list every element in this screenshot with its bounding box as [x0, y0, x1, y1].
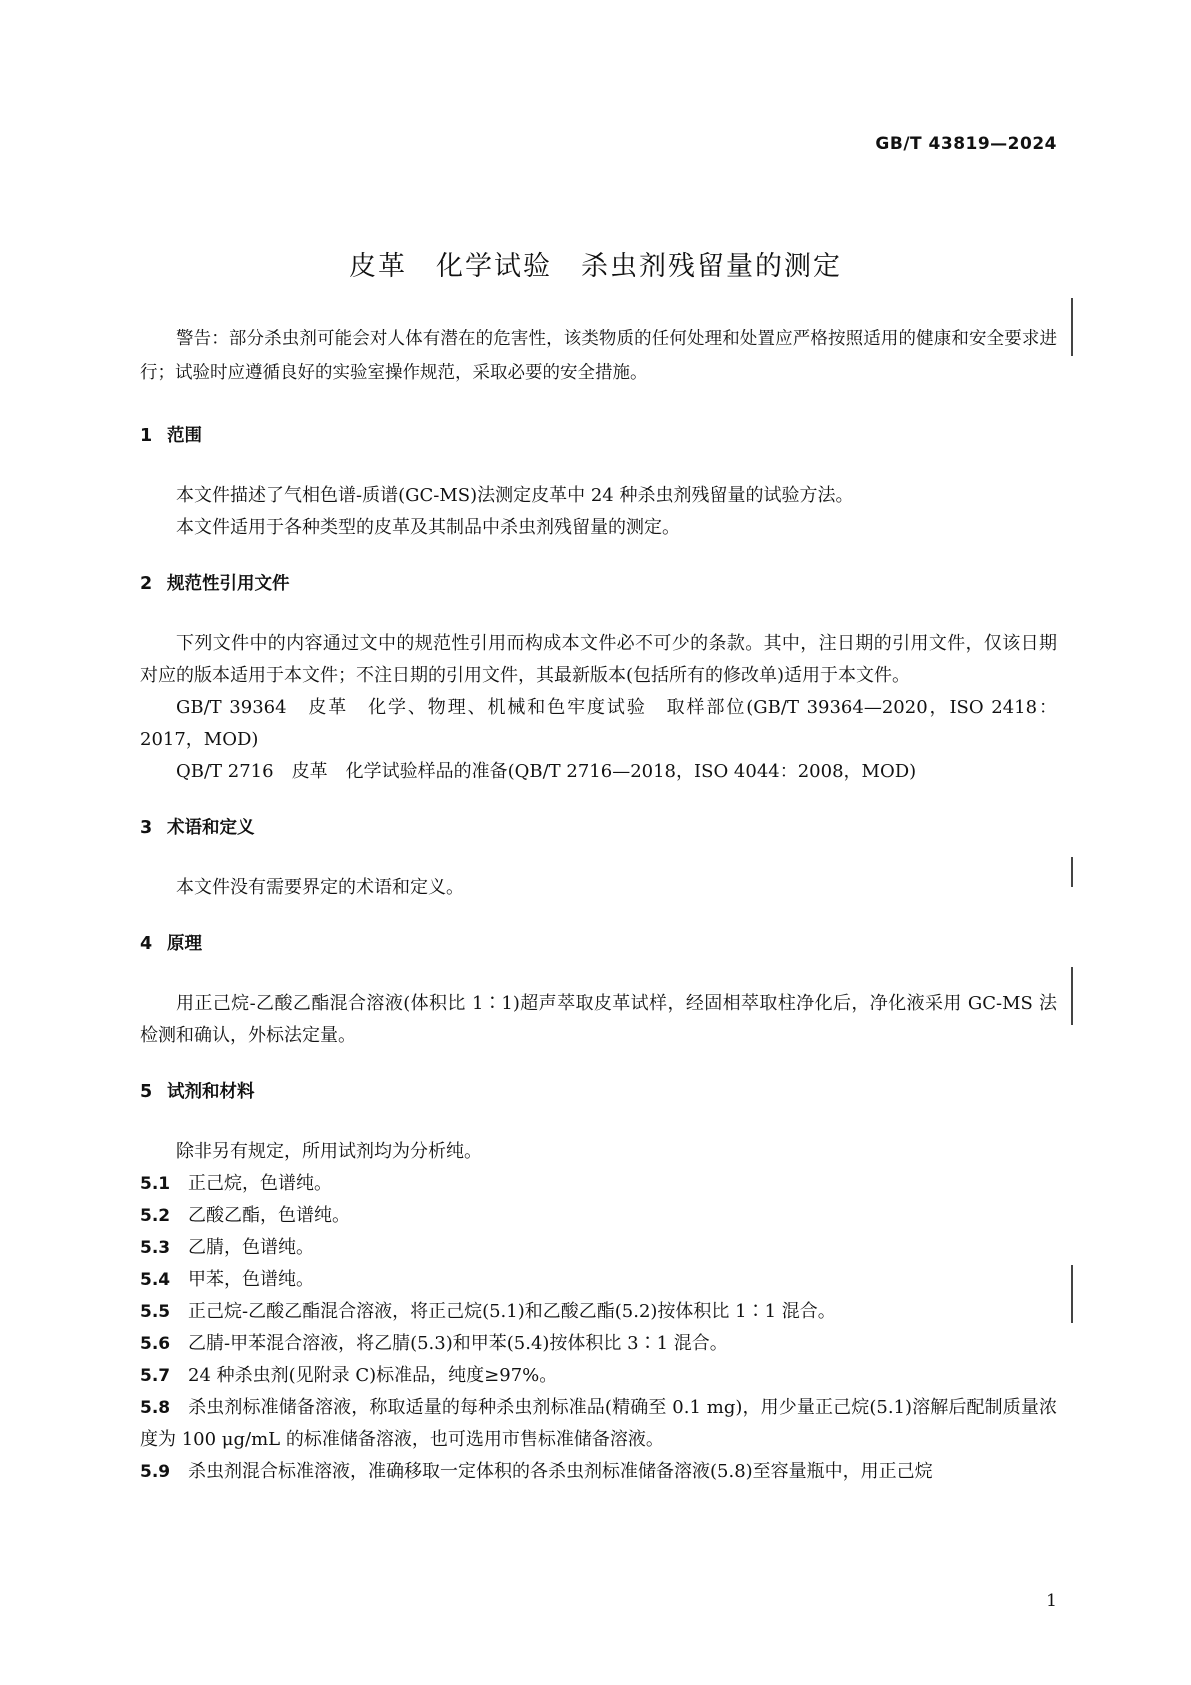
list-item-5-8: 5.8 杀虫剂标准储备溶液，称取适量的每种杀虫剂标准品(精确至 0.1 mg)，用少量正己烷(5.1)溶解后配制质量浓度为 100 μg/mL 的标准储备溶液，也可选用市售标准储备溶液。: [140, 1397, 1057, 1450]
section-heading-3: 3 术语和定义: [140, 818, 255, 838]
list-item-5-2: 5.2 乙酸乙酯，色谱纯。: [140, 1205, 350, 1226]
section-heading-5: 5 试剂和材料: [140, 1082, 255, 1102]
reference-gbt-39364: GB/T 39364 皮革 化学、物理、机械和色牢度试验 取样部位(GB/T 39364—2020，ISO 2418：2017，MOD): [140, 697, 1057, 750]
standard-code: GB/T 43819—2024: [875, 134, 1057, 154]
list-item-5-3: 5.3 乙腈，色谱纯。: [140, 1237, 314, 1258]
change-bar-principle: [1071, 967, 1073, 1025]
list-item-5-9: 5.9 杀虫剂混合标准溶液，准确移取一定体积的各杀虫剂标准储备溶液(5.8)至容量瓶中，用正己烷: [140, 1461, 933, 1482]
reagents-intro: 除非另有规定，所用试剂均为分析纯。: [176, 1141, 482, 1162]
list-item-5-5: 5.5 正己烷-乙酸乙酯混合溶液，将正己烷(5.1)和乙酸乙酯(5.2)按体积比 1∶1 混合。: [140, 1301, 836, 1322]
page-number: 1: [1046, 1591, 1057, 1611]
scope-paragraph-1: 本文件描述了气相色谱-质谱(GC-MS)法测定皮革中 24 种杀虫剂残留量的试验方法。: [176, 485, 854, 506]
list-item-5-1: 5.1 正己烷，色谱纯。: [140, 1173, 332, 1194]
warning-paragraph: 警告：部分杀虫剂可能会对人体有潜在的危害性，该类物质的任何处理和处置应严格按照适用的健康和安全要求进行；试验时应遵循良好的实验室操作规范，采取必要的安全措施。: [140, 329, 1057, 383]
section-heading-1: 1 范围: [140, 426, 202, 446]
reference-qbt-2716: QB/T 2716 皮革 化学试验样品的准备(QB/T 2716—2018，ISO 4044：2008，MOD): [176, 761, 917, 782]
document-title: 皮革 化学试验 杀虫剂残留量的测定: [349, 251, 842, 282]
principle-paragraph: 用正己烷-乙酸乙酯混合溶液(体积比 1∶1)超声萃取皮革试样，经固相萃取柱净化后，净化液采用 GC-MS 法检测和确认，外标法定量。: [140, 993, 1057, 1046]
change-bar-reagents: [1071, 1265, 1073, 1323]
list-item-5-6: 5.6 乙腈-甲苯混合溶液，将乙腈(5.3)和甲苯(5.4)按体积比 3∶1 混合。: [140, 1333, 728, 1354]
section-heading-4: 4 原理: [140, 934, 202, 954]
list-item-5-4: 5.4 甲苯，色谱纯。: [140, 1269, 314, 1290]
normative-references-intro: 下列文件中的内容通过文中的规范性引用而构成本文件必不可少的条款。其中，注日期的引用文件，仅该日期对应的版本适用于本文件；不注日期的引用文件，其最新版本(包括所有的修改单)适用于本文件。: [140, 633, 1057, 686]
list-item-5-7: 5.7 24 种杀虫剂(见附录 C)标准品，纯度≥97%。: [140, 1365, 558, 1386]
terms-paragraph: 本文件没有需要界定的术语和定义。: [176, 877, 464, 898]
change-bar-terms: [1071, 857, 1073, 887]
section-heading-2: 2 规范性引用文件: [140, 574, 290, 594]
change-bar-warning: [1071, 298, 1073, 356]
document-body: [140, 322, 1057, 1488]
scope-paragraph-2: 本文件适用于各种类型的皮革及其制品中杀虫剂残留量的测定。: [176, 517, 680, 538]
